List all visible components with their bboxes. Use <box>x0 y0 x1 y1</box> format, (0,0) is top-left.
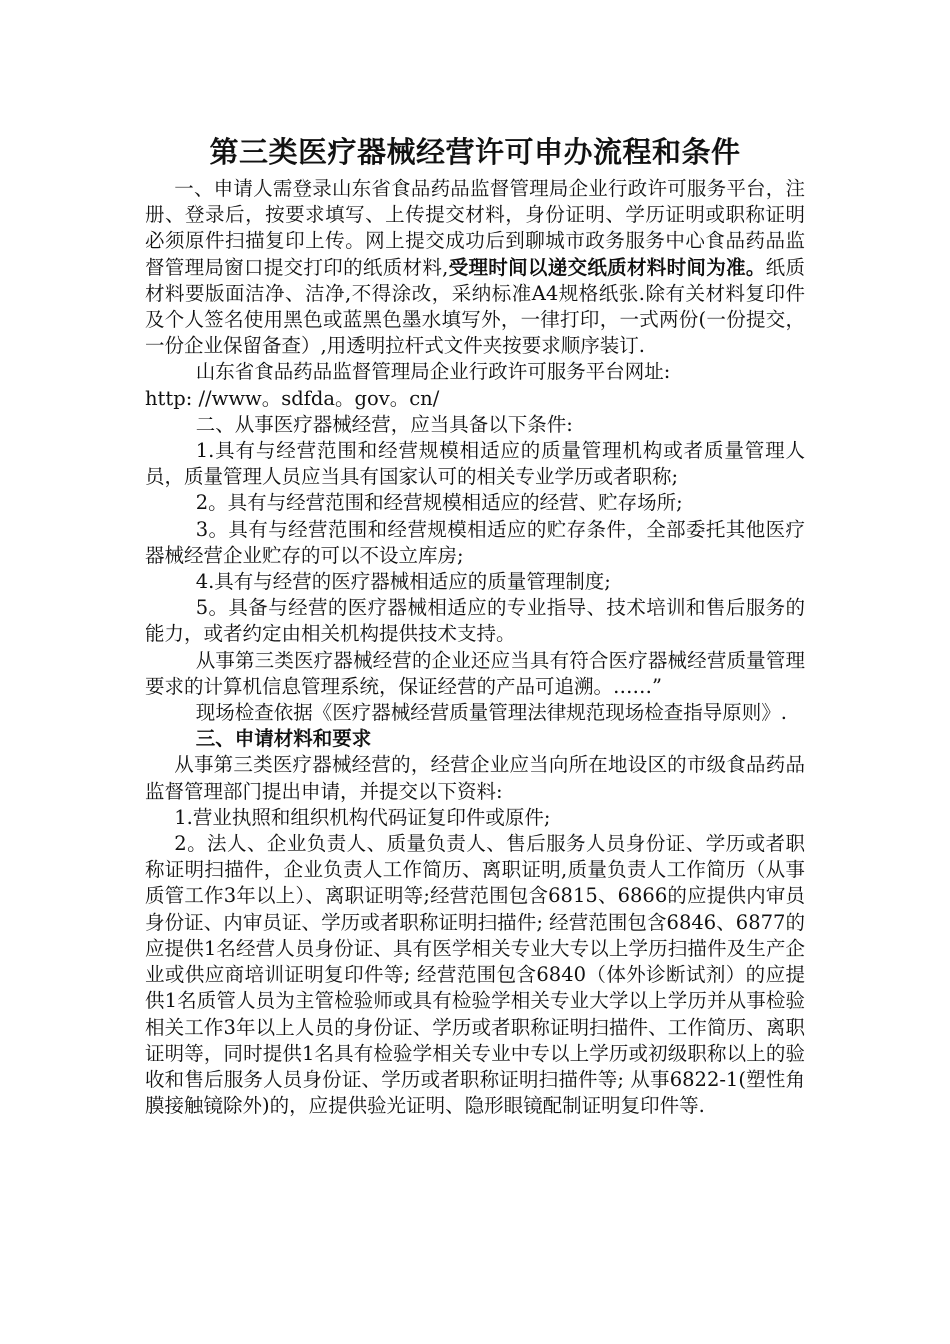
paragraph-text: 一、申请人需登录山东省食品药品监督管理局企业行政许可服务平台，注册、登录后，按要求填写、上传提交材料，身份证明、学历证明或职称证明必须原件扫描复印上传。网上提交成功后到聊城市政务服务中心食品药品监督管理局窗口提交打印的纸质材料, <box>145 177 805 279</box>
emphasis-text: 受理时间以递交纸质材料时间为准。 <box>448 255 766 279</box>
section-heading-conditions: 二、从事医疗器械经营，应当具备以下条件: <box>195 412 573 436</box>
condition-item: 3。具有与经营范围和经营规模相适应的贮存条件，全部委托其他医疗器械经营企业贮存的可以不设立库房; <box>145 517 805 567</box>
condition-item: 1.具有与经营范围和经营规模相适应的质量管理机构或者质量管理人员，质量管理人员应当具有国家认可的相关专业学历或者职称; <box>145 439 805 489</box>
material-item: 2。法人、企业负责人、质量负责人、售后服务人员身份证、学历或者职称证明扫描件，企业负责人工作简历、离职证明,质量负责人工作简历（从事质管工作3年以上）、离职证明等;经营范围包含6815、6866的应提供内审员身份证、内审员证、学历或者职称证明扫描件; 经营范围包含6846、6877的应提供1名经营人员身份证、具有医学相关专业大专以上学历扫描件及生产企业或供应商培训证明复印件等; 经营范围包含6840（体外诊断试剂）的应提供1名质管人员为主管检验师或具有检验学相关专业大学以上学历并从事检验相关工作3年以上人员的身份证、学历或者职称证明扫描件、工作简历、离职证明等，同时提供1名具有检验学相关专业中专以上学历或初级职称以上的验收和售后服务人员身份证、学历或者职称证明扫描件等; 从事6822-1(塑性角膜接触镜除外)的，应提供验光证明、隐形眼镜配制证明复印件等. <box>145 832 805 1118</box>
materials-intro: 从事第三类医疗器械经营的，经营企业应当向所在地设区的市级食品药品监督管理部门提出申请，并提交以下资料: <box>145 753 805 803</box>
condition-item: 4.具有与经营的医疗器械相适应的质量管理制度; <box>195 570 611 594</box>
section-heading-materials <box>145 726 805 752</box>
paragraph-submission-process <box>145 176 805 359</box>
website-label: 山东省食品药品监督管理局企业行政许可服务平台网址: <box>195 360 671 384</box>
inspection-basis: 现场检查依据《医疗器械经营质量管理法律规范现场检查指导原则》. <box>195 701 787 725</box>
website-url: http: //www。sdfda。gov。cn/ <box>145 386 440 410</box>
paragraph-text: 纸质材料要版面洁净、洁净,不得涂改，采纳标准A4规格纸张.除有关材料复印件及个人签名使用黑色或蓝黑色墨水填写外，一律打印，一式两份(一份提交，一份企业保留备查）,用透明拉杆式文件夹按要求顺序装订. <box>145 255 805 358</box>
document-title: 第三类医疗器械经营许可申办流程和条件 <box>209 135 741 169</box>
condition-item: 2。具有与经营范围和经营规模相适应的经营、贮存场所; <box>195 491 683 515</box>
section-heading-text: 三、申请材料和要求 <box>195 727 372 751</box>
material-item: 1.营业执照和组织机构代码证复印件或原件; <box>174 805 551 829</box>
document-body <box>145 176 805 1119</box>
condition-item: 5。具备与经营的医疗器械相适应的专业指导、技术培训和售后服务的能力，或者约定由相关机构提供技术支持。 <box>145 596 805 646</box>
class3-requirement: 从事第三类医疗器械经营的企业还应当具有符合医疗器械经营质量管理要求的计算机信息管理系统，保证经营的产品可追溯。……” <box>145 648 805 698</box>
